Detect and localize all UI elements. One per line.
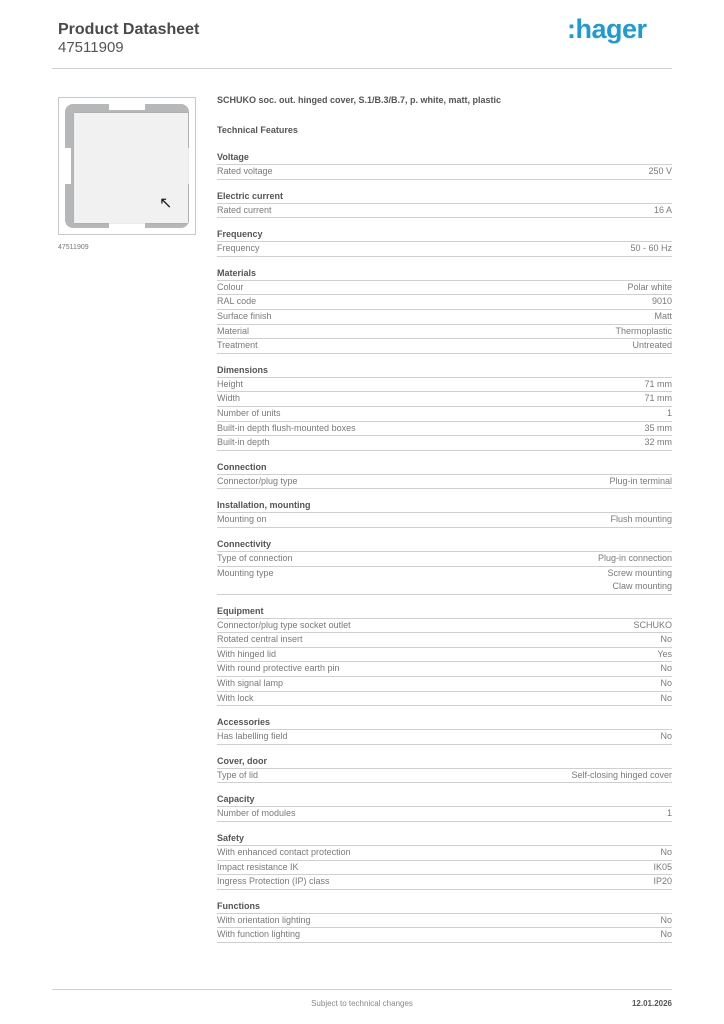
spec-value-line: No xyxy=(660,692,672,703)
spec-value-line: No xyxy=(660,731,672,742)
spec-value xyxy=(607,567,672,594)
spec-value-line: Thermoplastic xyxy=(615,325,672,336)
spec-label: Rotated central insert xyxy=(217,634,303,645)
spec-value-line: 35 mm xyxy=(644,422,672,433)
spec-value xyxy=(653,875,672,889)
spec-label: Number of modules xyxy=(217,808,296,819)
spec-value-line: Matt xyxy=(654,310,672,321)
spec-group xyxy=(217,364,672,451)
spec-label: Colour xyxy=(217,281,244,292)
spec-value-line: 71 mm xyxy=(644,393,672,404)
spec-group xyxy=(217,716,672,745)
spec-group-title: Accessories xyxy=(217,716,672,730)
spec-label: Frequency xyxy=(217,243,260,254)
spec-group xyxy=(217,832,672,890)
spec-value xyxy=(660,633,672,647)
spec-row xyxy=(217,730,672,745)
spec-row xyxy=(217,422,672,437)
spec-label: With lock xyxy=(217,692,254,703)
spec-group xyxy=(217,190,672,219)
page-title: Product Datasheet xyxy=(58,21,200,38)
spec-group xyxy=(217,755,672,784)
hager-logo: :hager xyxy=(567,14,647,44)
spec-group-title: Functions xyxy=(217,900,672,914)
spec-value-line: Claw mounting xyxy=(612,581,672,592)
spec-value-line: 1 xyxy=(666,407,672,418)
spec-row xyxy=(217,310,672,325)
spec-group-title: Electric current xyxy=(217,190,672,204)
spec-value-line: 250 V xyxy=(648,166,672,176)
spec-label: Built-in depth xyxy=(217,437,270,448)
spec-row xyxy=(217,677,672,692)
spec-row xyxy=(217,339,672,354)
spec-value-line: 16 A xyxy=(653,204,672,215)
spec-value xyxy=(660,692,672,706)
spec-group-title: Voltage xyxy=(217,151,672,165)
product-description: SCHUKO soc. out. hinged cover, S.1/B.3/B.7, p. white, matt, plastic xyxy=(217,95,502,105)
spec-value xyxy=(667,807,672,821)
spec-label: Connector/plug type xyxy=(217,475,298,486)
spec-group xyxy=(217,461,672,490)
spec-value xyxy=(644,378,672,392)
header-divider xyxy=(52,68,672,69)
spec-group-title: Materials xyxy=(217,267,672,281)
spec-value-line: Flush mounting xyxy=(610,514,672,525)
spec-group-title: Equipment xyxy=(217,605,672,619)
spec-label: With hinged lid xyxy=(217,648,277,659)
spec-group xyxy=(217,605,672,707)
spec-group-title: Connection xyxy=(217,461,672,475)
spec-value xyxy=(632,339,672,353)
spec-value xyxy=(610,513,672,527)
technical-features-heading: Technical Features xyxy=(217,125,298,135)
spec-group xyxy=(217,267,672,354)
spec-row xyxy=(217,165,672,180)
spec-group xyxy=(217,228,672,257)
spec-group-title: Safety xyxy=(217,832,672,846)
spec-row xyxy=(217,475,672,490)
spec-row xyxy=(217,567,672,595)
spec-row xyxy=(217,407,672,422)
footer-divider xyxy=(52,989,672,990)
spec-value xyxy=(654,310,672,324)
spec-value-line: IK05 xyxy=(653,861,672,872)
spec-value xyxy=(660,846,672,860)
spec-label: Type of lid xyxy=(217,769,259,780)
spec-row xyxy=(217,875,672,890)
spec-value-line: Yes xyxy=(657,648,672,659)
spec-value-line: No xyxy=(660,847,672,858)
spec-value-line: 32 mm xyxy=(644,437,672,448)
spec-value-line: No xyxy=(660,663,672,674)
spec-row xyxy=(217,204,672,219)
spec-value-line: No xyxy=(660,634,672,645)
spec-value-line: Untreated xyxy=(632,340,672,351)
spec-value-line: Screw mounting xyxy=(607,567,672,578)
spec-group-title: Capacity xyxy=(217,793,672,807)
spec-label: Built-in depth flush-mounted boxes xyxy=(217,422,356,433)
spec-value xyxy=(652,295,672,309)
spec-row xyxy=(217,648,672,663)
image-caption: 47511909 xyxy=(58,244,89,251)
spec-row xyxy=(217,325,672,340)
spec-label: Width xyxy=(217,393,241,404)
spec-label: With orientation lighting xyxy=(217,914,311,925)
spec-row xyxy=(217,928,672,943)
spec-row xyxy=(217,295,672,310)
specs-content xyxy=(217,95,672,953)
spec-value xyxy=(644,436,672,450)
spec-row xyxy=(217,662,672,677)
spec-value xyxy=(598,552,672,566)
spec-value xyxy=(660,662,672,676)
spec-value-line: No xyxy=(660,929,672,940)
spec-value-line: 71 mm xyxy=(644,378,672,389)
spec-value xyxy=(630,242,672,256)
spec-label: Connector/plug type socket outlet xyxy=(217,619,351,630)
spec-label: Has labelling field xyxy=(217,731,288,742)
spec-group xyxy=(217,900,672,943)
spec-value-line: 50 - 60 Hz xyxy=(630,243,672,254)
spec-value xyxy=(660,677,672,691)
spec-label: Mounting on xyxy=(217,514,267,525)
spec-row xyxy=(217,633,672,648)
spec-label: Surface finish xyxy=(217,310,272,321)
spec-label: Ingress Protection (IP) class xyxy=(217,876,330,887)
spec-group-title: Connectivity xyxy=(217,538,672,552)
spec-value xyxy=(667,407,672,421)
spec-group-title: Frequency xyxy=(217,228,672,242)
spec-value-line: IP20 xyxy=(653,876,672,887)
spec-group xyxy=(217,499,672,528)
spec-label: Impact resistance IK xyxy=(217,861,299,872)
spec-row xyxy=(217,846,672,861)
spec-value xyxy=(644,392,672,406)
spec-row xyxy=(217,378,672,393)
product-image xyxy=(58,97,196,235)
spec-row xyxy=(217,619,672,634)
spec-value xyxy=(644,422,672,436)
spec-label: Number of units xyxy=(217,407,281,418)
spec-value xyxy=(660,730,672,744)
spec-value-line: SCHUKO xyxy=(633,619,672,630)
product-number: 47511909 xyxy=(58,39,124,56)
spec-value-line: Self-closing hinged cover xyxy=(571,769,672,780)
spec-row xyxy=(217,513,672,528)
spec-row xyxy=(217,281,672,296)
spec-value xyxy=(627,281,672,295)
spec-group xyxy=(217,538,672,595)
spec-value-line: No xyxy=(660,678,672,689)
spec-row xyxy=(217,914,672,929)
spec-value-line: Polar white xyxy=(627,281,672,292)
spec-value xyxy=(648,165,672,179)
footer-note: Subject to technical changes xyxy=(311,999,413,1008)
spec-value xyxy=(571,769,672,783)
spec-label: With round protective earth pin xyxy=(217,663,340,674)
spec-group-title: Installation, mounting xyxy=(217,499,672,513)
spec-value-line: Plug-in connection xyxy=(597,552,672,563)
spec-label: Material xyxy=(217,325,250,336)
spec-value xyxy=(609,475,672,489)
spec-value-line: No xyxy=(660,914,672,925)
spec-row xyxy=(217,692,672,707)
spec-group-title: Cover, door xyxy=(217,755,672,769)
spec-value xyxy=(654,204,672,218)
spec-label: With enhanced contact protection xyxy=(217,847,351,858)
spec-label: Treatment xyxy=(217,340,258,351)
spec-label: Rated current xyxy=(217,204,272,215)
spec-value xyxy=(615,325,672,339)
spec-label: Rated voltage xyxy=(217,166,273,176)
spec-value xyxy=(660,914,672,928)
spec-label: RAL code xyxy=(217,296,257,307)
spec-group xyxy=(217,151,672,180)
spec-value xyxy=(633,619,672,633)
spec-row xyxy=(217,436,672,451)
spec-label: With function lighting xyxy=(217,929,301,940)
spec-row xyxy=(217,769,672,784)
spec-row xyxy=(217,807,672,822)
footer-date: 12.01.2026 xyxy=(631,999,672,1008)
spec-group xyxy=(217,793,672,822)
spec-row xyxy=(217,861,672,876)
hinge-arrow-icon: ↖ xyxy=(159,195,173,212)
spec-label: Mounting type xyxy=(217,567,274,578)
spec-value xyxy=(657,648,672,662)
spec-row xyxy=(217,242,672,257)
spec-group-title: Dimensions xyxy=(217,364,672,378)
spec-label: With signal lamp xyxy=(217,678,284,689)
spec-row xyxy=(217,552,672,567)
spec-label: Type of connection xyxy=(217,552,293,563)
spec-row xyxy=(217,392,672,407)
spec-value xyxy=(660,928,672,942)
spec-groups xyxy=(217,151,672,943)
spec-value xyxy=(653,861,672,875)
spec-label: Height xyxy=(217,378,244,389)
spec-value-line: Plug-in terminal xyxy=(609,475,672,486)
spec-value-line: 1 xyxy=(666,808,672,819)
spec-value-line: 9010 xyxy=(651,296,672,307)
